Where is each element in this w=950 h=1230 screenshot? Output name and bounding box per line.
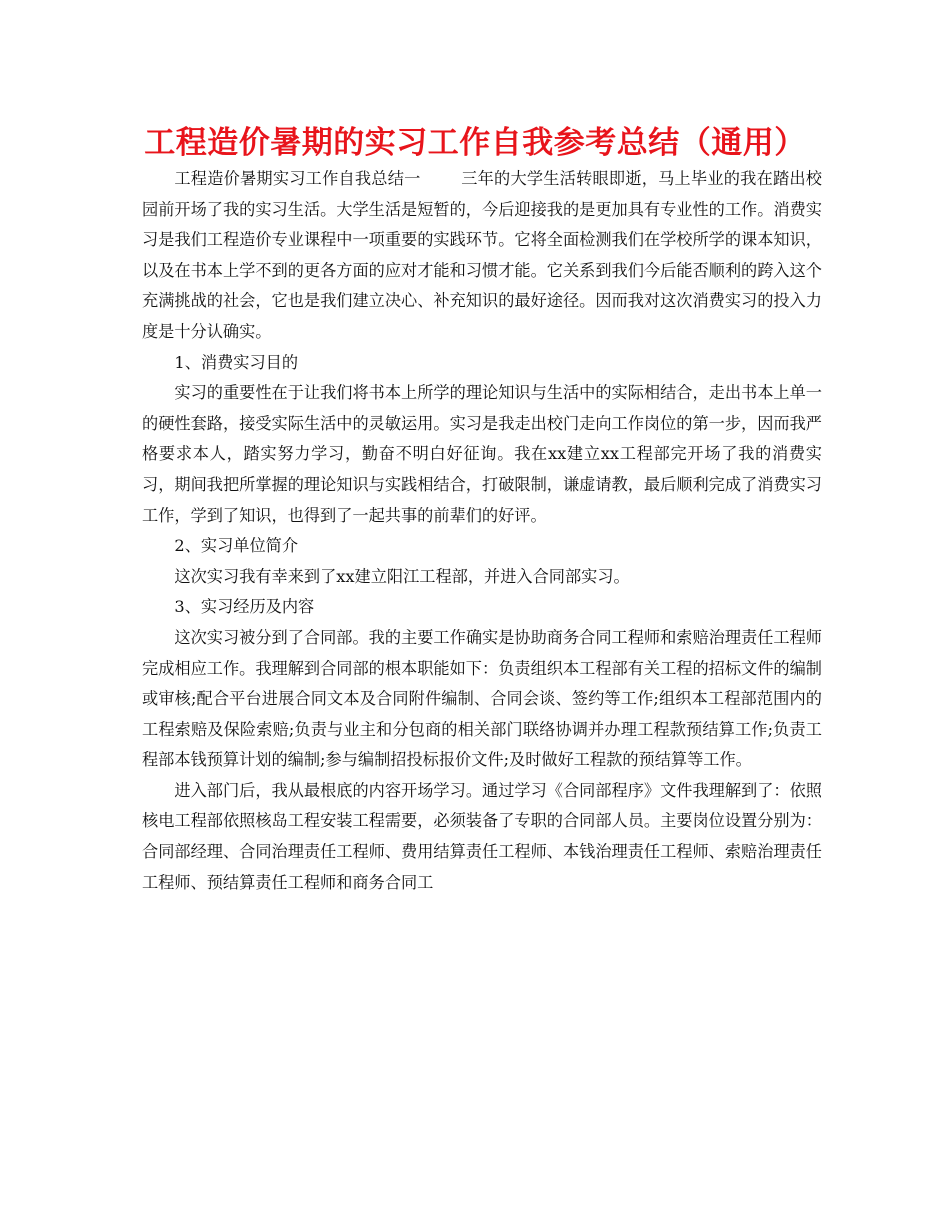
intro-heading: 工程造价暑期实习工作自我总结一 [174,169,421,188]
paragraph-experience: 这次实习被分到了合同部。我的主要工作确实是协助商务合同工程师和索赔治理责任工程师完成相应工作。我理解到合同部的根本职能如下：负责组织本工程部有关工程的招标文件的编制或审核;配合平台进展合同文本及合同附件编制、合同会谈、签约等工作;组织本工程部范围内的工程索赔及保险索赔;负责与业主和分包商的相关部门联络协调并办理工程款预结算工作;负责工程部本钱预算计划的编制;参与编制招投标报价文件;及时做好工程款的预结算等工作。 [142,627,822,770]
document-body [142,164,822,898]
section-heading-unit: 2、实习单位简介 [174,536,299,556]
section-heading-experience: 3、实习经历及内容 [174,597,315,617]
paragraph-department: 进入部门后，我从最根底的内容开场学习。通过学习《合同部程序》文件我理解到了：依照核电工程部依照核岛工程安装工程需要，必须装备了专职的合同部人员。主要岗位设置分别为：合同部经理、合同治理责任工程师、费用结算责任工程师、本钱治理责任工程师、索赔治理责任工程师、预结算责任工程师和商务合同工 [142,780,822,892]
paragraph-intro-text: 三年的大学生活转眼即逝，马上毕业的我在踏出校园前开场了我的实习生活。大学生活是短暂的，今后迎接我的是更加具有专业性的工作。消费实习是我们工程造价专业课程中一项重要的实践环节。它将全面检测我们在学校所学的课本知识，以及在书本上学不到的更各方面的应对才能和习惯才能。它关系到我们今后能否顺利的跨入这个充满挑战的社会，它也是我们建立决心、补充知识的最好途径。因而我对这次消费实习的投入力度是十分认确实。 [142,169,822,341]
paragraph-purpose: 实习的重要性在于让我们将书本上所学的理论知识与生活中的实际相结合，走出书本上单一的硬性套路，接受实际生活中的灵敏运用。实习是我走出校门走向工作岗位的第一步，因而我严格要求本人，踏实努力学习，勤奋不明白好征询。我在xx建立xx工程部完开场了我的消费实习，期间我把所掌握的理论知识与实践相结合，打破限制，谦虚请教，最后顺利完成了消费实习工作，学到了知识，也得到了一起共事的前辈们的好评。 [142,383,822,525]
section-heading-purpose: 1、消费实习目的 [174,352,299,372]
paragraph-unit: 这次实习我有幸来到了xx建立阳江工程部，并进入合同部实习。 [174,566,630,586]
paragraph-intro [142,164,822,348]
document-title: 工程造价暑期的实习工作自我参考总结（通用） [144,125,806,161]
